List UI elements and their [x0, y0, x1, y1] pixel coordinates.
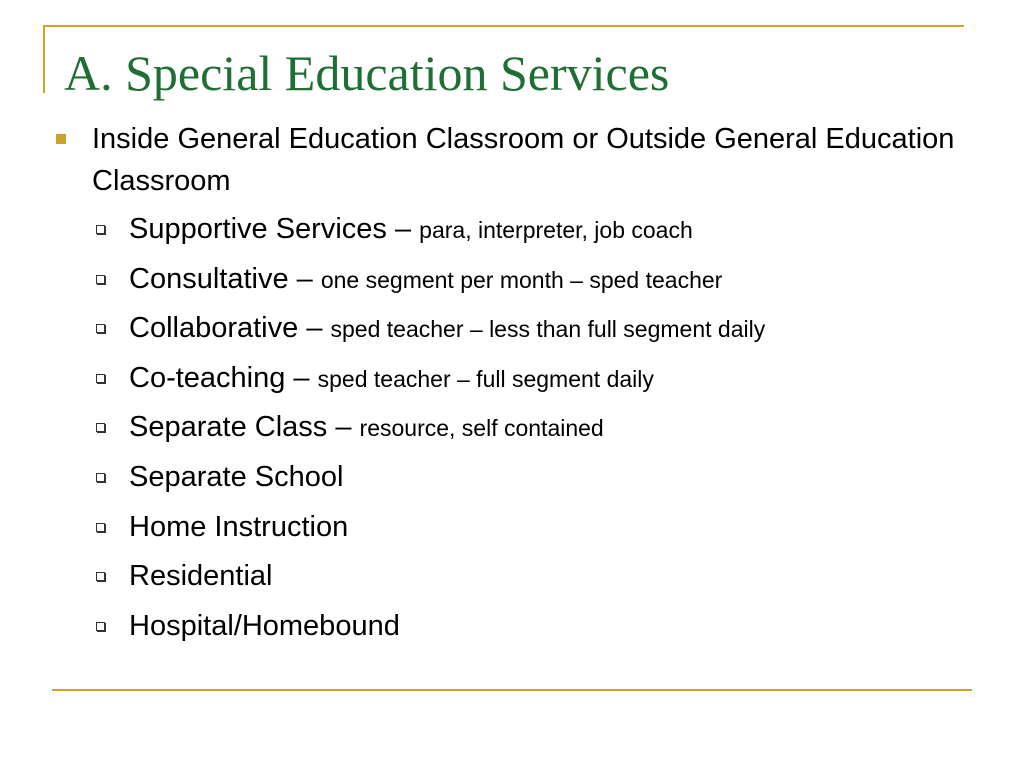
sub-bullet-label: Collaborative	[129, 312, 299, 345]
sub-bullet-text	[129, 506, 348, 553]
sub-bullet-separator: –	[298, 312, 331, 345]
sub-bullet-text	[129, 406, 604, 453]
hollow-square-bullet-icon	[96, 275, 105, 284]
sub-bullet-label: Separate Class	[129, 411, 328, 444]
sub-bullet-separator: –	[285, 361, 318, 394]
frame-left-rule	[43, 25, 45, 93]
hollow-square-bullet-icon	[96, 523, 105, 532]
hollow-square-bullet-icon	[96, 225, 105, 234]
sub-bullet-detail: one segment per month – sped teacher	[320, 266, 723, 293]
slide-title: A. Special Education Services	[64, 45, 670, 101]
sub-bullet-detail: sped teacher – less than full segment daily	[330, 316, 766, 343]
footer-rule	[52, 689, 972, 691]
sub-bullet-label: Consultative	[129, 262, 289, 295]
sub-bullet-label: Separate School	[129, 460, 344, 493]
sub-bullet-separator: –	[386, 213, 420, 245]
sub-bullet-detail: para, interpreter, job coach	[419, 217, 693, 243]
sub-bullet-text	[129, 357, 654, 404]
main-bullet-text: Inside General Education Classroom or Outside General Education Classroom	[92, 123, 955, 197]
sub-bullet-detail: resource, self contained	[359, 415, 604, 442]
filled-square-bullet-icon	[56, 134, 66, 144]
sub-bullet-separator: –	[327, 411, 360, 444]
hollow-square-bullet-icon	[96, 473, 105, 482]
hollow-square-bullet-icon	[96, 622, 105, 631]
sub-bullet-label: Co-teaching	[129, 361, 286, 394]
sub-bullet-label: Hospital/Homebound	[129, 609, 400, 642]
sub-bullet-text	[129, 456, 343, 503]
hollow-square-bullet-icon	[96, 572, 105, 581]
sub-bullet-label: Residential	[129, 560, 273, 593]
hollow-square-bullet-icon	[96, 374, 105, 383]
sub-bullet-label: Supportive Services	[129, 213, 387, 245]
sub-bullet-separator: –	[288, 262, 321, 295]
sub-bullet-text	[129, 605, 400, 652]
sub-bullet-detail: sped teacher – full segment daily	[317, 365, 654, 392]
sub-bullet-label: Home Instruction	[129, 510, 349, 543]
frame-top-rule	[43, 25, 964, 27]
sub-bullet-text	[129, 208, 693, 255]
sub-bullet-text	[129, 258, 722, 305]
hollow-square-bullet-icon	[96, 423, 105, 432]
sub-bullet-text	[129, 307, 765, 354]
hollow-square-bullet-icon	[96, 324, 105, 333]
sub-bullet-text	[129, 555, 272, 602]
